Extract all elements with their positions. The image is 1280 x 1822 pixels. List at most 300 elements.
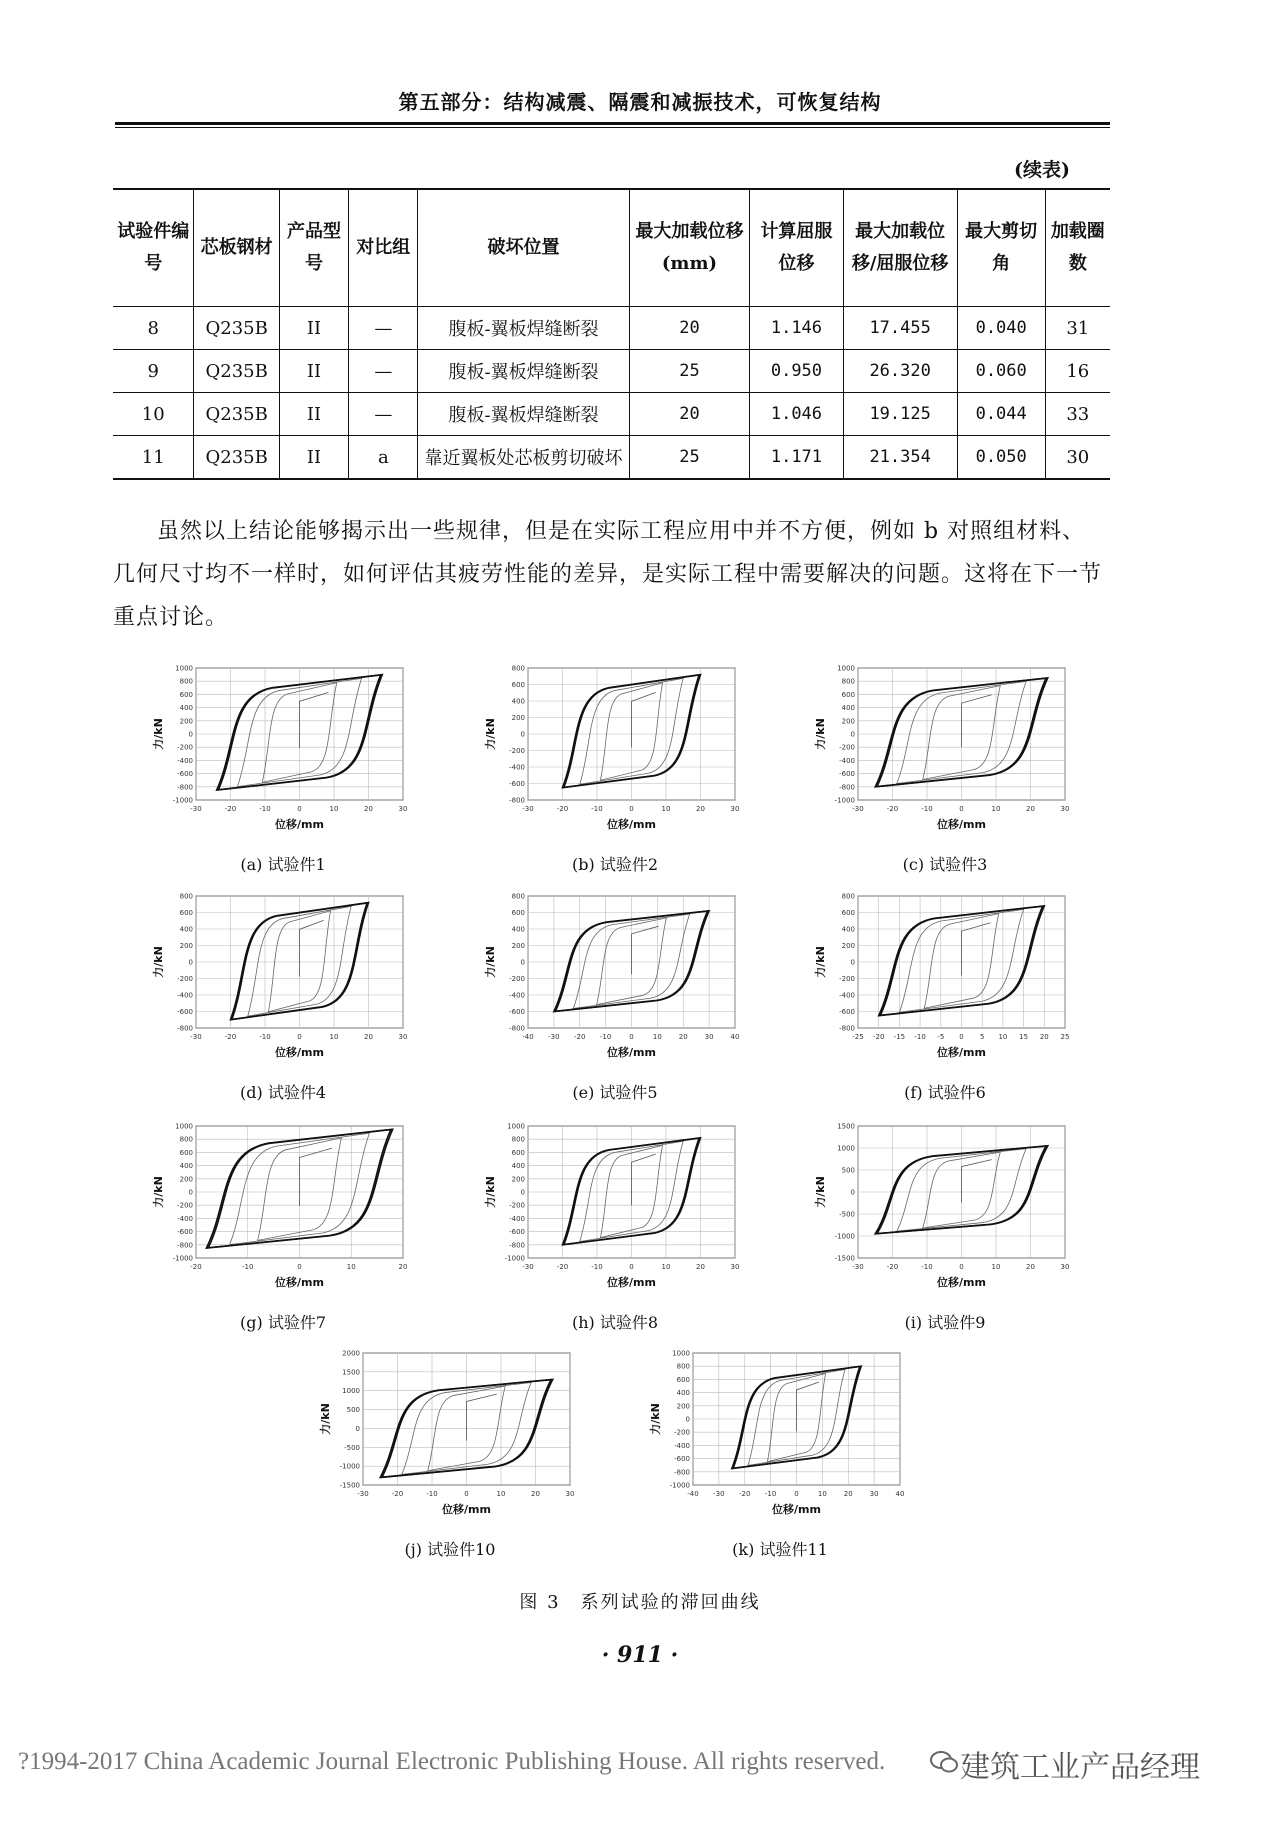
y-tick-label: 1000 xyxy=(672,1349,690,1358)
y-tick-label: -800 xyxy=(509,796,525,805)
y-tick-label: 1500 xyxy=(837,1122,855,1131)
subfigure-caption: (a) 试验件1 xyxy=(240,855,326,874)
x-tick-label: 10 xyxy=(998,1033,1008,1041)
column-header: 最大加载位移(mm) xyxy=(629,189,750,307)
y-tick-label: 200 xyxy=(511,714,525,722)
x-tick-label: 25 xyxy=(1060,1033,1070,1041)
y-tick-label: 800 xyxy=(179,1135,193,1144)
x-tick-label: -10 xyxy=(259,1033,271,1041)
y-tick-label: -400 xyxy=(839,756,855,765)
x-tick-label: 0 xyxy=(959,1033,964,1041)
y-tick-label: -200 xyxy=(839,975,855,983)
y-tick-label: -200 xyxy=(177,975,193,983)
x-tick-label: -30 xyxy=(357,1490,369,1498)
table-cell: 腹板-翼板焊缝断裂 xyxy=(418,307,629,350)
x-tick-label: -20 xyxy=(872,1033,885,1041)
x-tick-label: -30 xyxy=(548,1033,560,1041)
x-tick-label: -10 xyxy=(591,805,603,813)
header-rule-thin xyxy=(115,127,1110,128)
y-axis-label: 力/kN xyxy=(814,946,827,978)
x-tick-label: 0 xyxy=(959,1263,964,1271)
table-cell: — xyxy=(349,393,418,436)
table-cell: 腹板-翼板焊缝断裂 xyxy=(418,350,629,393)
y-axis-label: 力/kN xyxy=(484,1176,497,1208)
y-tick-label: -1000 xyxy=(172,1254,193,1263)
y-tick-label: -1500 xyxy=(339,1481,360,1490)
column-header: 计算屈服位移 xyxy=(750,189,843,307)
y-axis-label: 力/kN xyxy=(152,946,165,978)
y-axis-label: 力/kN xyxy=(152,1176,165,1208)
x-tick-label: -20 xyxy=(739,1490,751,1498)
x-tick-label: -30 xyxy=(852,805,864,813)
x-tick-label: 30 xyxy=(1060,1263,1070,1271)
y-tick-label: -600 xyxy=(674,1455,690,1464)
table-cell: 20 xyxy=(629,393,750,436)
table-cell: II xyxy=(279,307,348,350)
x-tick-label: 20 xyxy=(1039,1033,1049,1041)
y-tick-label: 0 xyxy=(355,1424,360,1433)
y-tick-label: 1000 xyxy=(175,1122,193,1131)
y-tick-label: 400 xyxy=(179,925,193,934)
x-tick-label: -25 xyxy=(852,1033,864,1041)
chart-svg xyxy=(480,1118,750,1303)
table-cell: 19.125 xyxy=(843,393,957,436)
running-header: 第五部分：结构减震、隔震和减振技术，可恢复结构 xyxy=(398,90,882,114)
y-tick-label: 0 xyxy=(850,958,855,967)
x-tick-label: 0 xyxy=(629,805,634,813)
subfigure-caption: (h) 试验件8 xyxy=(571,1313,659,1332)
x-tick-label: -30 xyxy=(190,1033,202,1041)
y-tick-label: -400 xyxy=(177,1214,193,1223)
y-tick-label: 0 xyxy=(188,958,193,967)
x-tick-label: -10 xyxy=(921,805,933,813)
table-continued-label: (续表) xyxy=(1014,159,1070,181)
y-tick-label: -1000 xyxy=(339,1462,360,1471)
x-tick-label: 30 xyxy=(730,805,740,813)
y-axis-label: 力/kN xyxy=(814,718,827,750)
x-tick-label: 10 xyxy=(652,1033,662,1041)
table-cell: 0.060 xyxy=(957,350,1045,393)
hysteresis-chart xyxy=(480,660,750,849)
y-tick-label: 200 xyxy=(841,717,855,726)
watermark: 建筑工业产品经理 xyxy=(960,1750,1200,1785)
y-tick-label: -600 xyxy=(839,1008,855,1016)
y-tick-label: 800 xyxy=(511,664,525,673)
y-tick-label: 600 xyxy=(676,1375,690,1384)
y-tick-label: -1000 xyxy=(172,796,193,805)
copyright-footer: ?1994-2017 China Academic Journal Electronic Publishing House. All rights reserved. xyxy=(18,1748,886,1775)
table-cell: a xyxy=(349,436,418,480)
table-cell: 11 xyxy=(113,436,194,480)
x-tick-label: 20 xyxy=(531,1490,540,1498)
x-tick-label: -30 xyxy=(522,1263,534,1271)
x-tick-label: 10 xyxy=(346,1263,356,1271)
table-cell: 9 xyxy=(113,350,194,393)
y-tick-label: 1500 xyxy=(342,1368,360,1377)
table-header-row xyxy=(113,189,1110,307)
chart-svg xyxy=(148,660,418,845)
y-tick-label: -600 xyxy=(509,1228,525,1237)
table-cell: 25 xyxy=(629,350,750,393)
y-axis-label: 力/kN xyxy=(484,946,497,978)
x-tick-label: 30 xyxy=(398,805,408,813)
y-tick-label: 0 xyxy=(685,1415,690,1424)
x-tick-label: -20 xyxy=(224,805,237,813)
y-tick-label: 600 xyxy=(511,1148,525,1157)
table-cell: 16 xyxy=(1045,350,1110,393)
x-axis-label: 位移/mm xyxy=(607,818,656,831)
table-cell: 0.950 xyxy=(750,350,843,393)
x-tick-label: 30 xyxy=(565,1490,575,1498)
x-tick-label: -10 xyxy=(426,1490,438,1498)
y-tick-label: 400 xyxy=(179,1162,193,1171)
x-tick-label: 20 xyxy=(843,1490,853,1498)
header-rule xyxy=(115,122,1110,125)
x-tick-label: -10 xyxy=(764,1490,777,1498)
x-tick-label: -20 xyxy=(556,1263,569,1271)
x-tick-label: 30 xyxy=(869,1490,879,1498)
y-tick-label: -600 xyxy=(177,1008,193,1016)
chart-svg xyxy=(810,888,1080,1073)
y-tick-label: -400 xyxy=(177,991,193,1000)
chart-svg xyxy=(480,888,750,1073)
table-row xyxy=(113,436,1110,480)
table-cell: 17.455 xyxy=(843,307,957,350)
y-tick-label: 0 xyxy=(520,958,525,967)
x-tick-label: -20 xyxy=(574,1033,586,1041)
y-axis-label: 力/kN xyxy=(814,1176,827,1208)
x-tick-label: -40 xyxy=(687,1490,699,1498)
column-header: 芯板钢材 xyxy=(194,189,279,307)
subfigure-caption: (c) 试验件3 xyxy=(902,855,988,874)
y-tick-label: -400 xyxy=(177,756,193,765)
y-tick-label: -200 xyxy=(509,975,525,983)
x-tick-label: -20 xyxy=(190,1263,202,1271)
table-row xyxy=(113,350,1110,393)
y-axis-label: 力/kN xyxy=(152,718,165,750)
y-tick-label: 200 xyxy=(511,1175,525,1184)
subfigure-caption: (i) 试验件9 xyxy=(904,1313,986,1332)
y-tick-label: 800 xyxy=(179,677,193,686)
x-tick-label: 0 xyxy=(629,1263,634,1271)
x-axis-label: 位移/mm xyxy=(937,1276,986,1289)
x-tick-label: 5 xyxy=(979,1033,985,1041)
y-axis-label: 力/kN xyxy=(484,718,497,750)
table-cell: Q235B xyxy=(194,393,279,436)
x-tick-label: 20 xyxy=(364,805,373,813)
y-tick-label: -800 xyxy=(177,1024,193,1033)
y-tick-label: -400 xyxy=(839,991,855,1000)
x-tick-label: 40 xyxy=(730,1033,740,1041)
x-axis-label: 位移/mm xyxy=(442,1503,491,1516)
x-tick-label: 20 xyxy=(1026,805,1035,813)
x-axis-label: 位移/mm xyxy=(937,1046,986,1059)
chart-svg xyxy=(645,1345,915,1530)
y-tick-label: 800 xyxy=(511,892,525,901)
x-axis-label: 位移/mm xyxy=(772,1503,821,1516)
page-number: · 911 · xyxy=(601,1642,679,1668)
column-header: 产品型号 xyxy=(279,189,348,307)
x-tick-label: 20 xyxy=(1026,1263,1035,1271)
y-tick-label: -800 xyxy=(177,1241,193,1250)
table-row xyxy=(113,307,1110,350)
y-tick-label: 600 xyxy=(179,1148,193,1157)
hysteresis-chart xyxy=(315,1345,585,1534)
x-axis-label: 位移/mm xyxy=(275,1276,324,1289)
y-tick-label: 400 xyxy=(179,704,193,713)
y-tick-label: 500 xyxy=(841,1166,855,1175)
y-tick-label: 600 xyxy=(841,690,855,699)
y-tick-label: 1000 xyxy=(837,1144,855,1153)
y-tick-label: 1000 xyxy=(175,664,193,673)
table-cell: 靠近翼板处芯板剪切破坏 xyxy=(418,436,629,480)
x-axis-label: 位移/mm xyxy=(275,818,324,831)
y-tick-label: 200 xyxy=(511,942,525,950)
x-axis-label: 位移/mm xyxy=(937,818,986,831)
column-header: 试验件编号 xyxy=(113,189,194,307)
x-tick-label: 10 xyxy=(329,1033,339,1041)
y-tick-label: 1000 xyxy=(837,664,855,673)
y-tick-label: 800 xyxy=(511,1135,525,1144)
subfigure-caption: (b) 试验件2 xyxy=(572,855,658,874)
x-tick-label: 0 xyxy=(629,1033,634,1041)
y-tick-label: 800 xyxy=(841,892,855,901)
y-tick-label: -500 xyxy=(839,1210,855,1219)
subfigure-caption: (k) 试验件11 xyxy=(732,1540,828,1559)
y-axis-label: 力/kN xyxy=(319,1403,332,1435)
x-tick-label: -20 xyxy=(556,805,569,813)
x-tick-label: 20 xyxy=(364,1033,373,1041)
y-tick-label: 0 xyxy=(188,1188,193,1197)
table-cell: 31 xyxy=(1045,307,1110,350)
y-tick-label: 200 xyxy=(841,942,855,950)
y-tick-label: 600 xyxy=(179,690,193,699)
y-tick-label: 2000 xyxy=(342,1349,360,1358)
table-cell: — xyxy=(349,350,418,393)
y-tick-label: -200 xyxy=(839,743,855,752)
table-row xyxy=(113,393,1110,436)
chart-svg xyxy=(480,660,750,845)
hysteresis-chart xyxy=(810,888,1080,1077)
y-tick-label: 800 xyxy=(841,677,855,686)
y-tick-label: -500 xyxy=(344,1443,360,1452)
table-cell: 0.040 xyxy=(957,307,1045,350)
x-tick-label: 20 xyxy=(696,805,705,813)
x-tick-label: 0 xyxy=(297,1263,302,1271)
y-tick-label: 0 xyxy=(850,1188,855,1197)
x-tick-label: -20 xyxy=(886,805,899,813)
y-tick-label: -200 xyxy=(509,747,525,755)
x-tick-label: 20 xyxy=(398,1263,408,1271)
chart-svg xyxy=(810,1118,1080,1303)
table-cell: 1.171 xyxy=(750,436,843,480)
x-axis-label: 位移/mm xyxy=(275,1046,324,1059)
column-header: 破坏位置 xyxy=(418,189,629,307)
y-tick-label: -600 xyxy=(177,770,193,779)
table-cell: 33 xyxy=(1045,393,1110,436)
table-cell: 10 xyxy=(113,393,194,436)
x-tick-label: 20 xyxy=(696,1263,705,1271)
subfigure-caption: (e) 试验件5 xyxy=(572,1083,658,1102)
y-tick-label: 200 xyxy=(676,1402,690,1411)
x-tick-label: -30 xyxy=(852,1263,864,1271)
hysteresis-chart xyxy=(480,888,750,1077)
chart-svg xyxy=(810,660,1080,845)
y-tick-label: 800 xyxy=(676,1362,690,1371)
x-tick-label: 20 xyxy=(678,1033,688,1041)
table-cell: Q235B xyxy=(194,350,279,393)
y-tick-label: 200 xyxy=(179,717,193,726)
y-tick-label: -600 xyxy=(509,780,525,788)
x-tick-label: 10 xyxy=(661,805,671,813)
x-tick-label: 15 xyxy=(1019,1033,1029,1041)
chart-svg xyxy=(148,888,418,1073)
hysteresis-chart xyxy=(645,1345,915,1534)
x-tick-label: 30 xyxy=(398,1033,408,1041)
y-tick-label: -800 xyxy=(839,1024,855,1033)
hysteresis-chart xyxy=(148,1118,418,1307)
y-tick-label: 0 xyxy=(188,730,193,739)
y-tick-label: 400 xyxy=(511,925,525,934)
table-cell: 1.046 xyxy=(750,393,843,436)
x-tick-label: 0 xyxy=(297,1033,302,1041)
x-tick-label: 10 xyxy=(991,1263,1001,1271)
y-tick-label: 600 xyxy=(179,909,193,917)
x-tick-label: 40 xyxy=(895,1490,905,1498)
x-tick-label: 30 xyxy=(1060,805,1070,813)
x-tick-label: 10 xyxy=(496,1490,506,1498)
body-paragraph: 虽然以上结论能够揭示出一些规律，但是在实际工程应用中并不方便，例如 b 对照组材料、几何尺寸均不一样时，如何评估其疲劳性能的差异，是实际工程中需要解决的问题。这将在下一节重点讨论。 xyxy=(113,519,1103,630)
x-tick-label: -10 xyxy=(242,1263,254,1271)
subfigure-caption: (g) 试验件7 xyxy=(240,1313,326,1332)
x-tick-label: -30 xyxy=(713,1490,725,1498)
y-tick-label: -200 xyxy=(509,1201,525,1210)
x-tick-label: 0 xyxy=(464,1490,469,1498)
y-tick-label: -200 xyxy=(177,743,193,752)
y-tick-label: 400 xyxy=(511,1162,525,1171)
table-cell: 8 xyxy=(113,307,194,350)
x-tick-label: 0 xyxy=(794,1490,799,1498)
y-tick-label: -600 xyxy=(177,1228,193,1237)
y-tick-label: 0 xyxy=(850,730,855,739)
y-tick-label: -1000 xyxy=(834,796,855,805)
y-tick-label: 1000 xyxy=(507,1122,525,1131)
y-tick-label: 0 xyxy=(520,1188,525,1197)
table-cell: Q235B xyxy=(194,307,279,350)
y-tick-label: -1000 xyxy=(504,1254,525,1263)
y-tick-label: 1000 xyxy=(342,1387,360,1396)
table-cell: II xyxy=(279,436,348,480)
table-cell: 0.050 xyxy=(957,436,1045,480)
table-cell: 1.146 xyxy=(750,307,843,350)
y-tick-label: -800 xyxy=(509,1024,525,1033)
y-tick-label: -800 xyxy=(177,783,193,792)
x-tick-label: -30 xyxy=(190,805,202,813)
table-body xyxy=(113,307,1110,480)
table-cell: 25 xyxy=(629,436,750,480)
y-tick-label: 400 xyxy=(511,697,525,706)
x-tick-label: 30 xyxy=(704,1033,714,1041)
y-tick-label: 200 xyxy=(179,942,193,950)
y-tick-label: 400 xyxy=(841,925,855,934)
y-tick-label: -400 xyxy=(509,763,525,772)
x-tick-label: 0 xyxy=(959,805,964,813)
column-header: 最大剪切角 xyxy=(957,189,1045,307)
y-tick-label: -800 xyxy=(839,783,855,792)
y-tick-label: -200 xyxy=(177,1201,193,1210)
x-axis-label: 位移/mm xyxy=(607,1276,656,1289)
table-cell: 20 xyxy=(629,307,750,350)
table-cell: 30 xyxy=(1045,436,1110,480)
x-tick-label: 30 xyxy=(730,1263,740,1271)
table-cell: 26.320 xyxy=(843,350,957,393)
y-tick-label: -600 xyxy=(839,770,855,779)
y-tick-label: -800 xyxy=(674,1468,690,1477)
y-tick-label: -1500 xyxy=(834,1254,855,1263)
figure-caption: 图 3 系列试验的滞回曲线 xyxy=(519,1592,761,1613)
y-tick-label: 0 xyxy=(520,730,525,739)
hysteresis-chart xyxy=(148,888,418,1077)
x-tick-label: -10 xyxy=(599,1033,612,1041)
y-tick-label: -800 xyxy=(509,1241,525,1250)
hysteresis-chart xyxy=(480,1118,750,1307)
table-cell: 0.044 xyxy=(957,393,1045,436)
y-tick-label: 600 xyxy=(841,909,855,917)
x-tick-label: -40 xyxy=(522,1033,534,1041)
x-tick-label: 10 xyxy=(991,805,1001,813)
y-tick-label: -400 xyxy=(674,1441,690,1450)
y-tick-label: -200 xyxy=(674,1428,690,1437)
x-tick-label: -20 xyxy=(391,1490,404,1498)
chart-svg xyxy=(148,1118,418,1303)
y-tick-label: -1000 xyxy=(834,1232,855,1241)
table-cell: Q235B xyxy=(194,436,279,480)
subfigure-caption: (f) 试验件6 xyxy=(904,1083,986,1102)
y-tick-label: 400 xyxy=(841,704,855,713)
y-tick-label: -600 xyxy=(509,1008,525,1016)
x-tick-label: 0 xyxy=(297,805,302,813)
column-header: 最大加载位移/屈服位移 xyxy=(843,189,957,307)
x-axis-label: 位移/mm xyxy=(607,1046,656,1059)
hysteresis-chart xyxy=(810,1118,1080,1307)
subfigure-caption: (j) 试验件10 xyxy=(404,1540,496,1559)
x-tick-label: -10 xyxy=(259,805,271,813)
y-tick-label: 600 xyxy=(511,681,525,689)
hysteresis-chart xyxy=(148,660,418,849)
y-tick-label: 600 xyxy=(511,909,525,917)
results-table xyxy=(113,188,1110,480)
x-tick-label: -10 xyxy=(591,1263,603,1271)
y-tick-label: -1000 xyxy=(669,1481,690,1490)
table-cell: 21.354 xyxy=(843,436,957,480)
x-tick-label: -20 xyxy=(886,1263,899,1271)
x-tick-label: -20 xyxy=(224,1033,237,1041)
table-cell: — xyxy=(349,307,418,350)
x-tick-label: 10 xyxy=(817,1490,827,1498)
y-tick-label: -400 xyxy=(509,1214,525,1223)
x-tick-label: 10 xyxy=(329,805,339,813)
chart-svg xyxy=(315,1345,585,1530)
wechat-icon xyxy=(930,1750,958,1774)
y-tick-label: 200 xyxy=(179,1175,193,1184)
hysteresis-chart xyxy=(810,660,1080,849)
column-header: 对比组 xyxy=(349,189,418,307)
y-tick-label: 800 xyxy=(179,892,193,901)
table-cell: II xyxy=(279,350,348,393)
y-tick-label: 400 xyxy=(676,1389,690,1398)
x-tick-label: -10 xyxy=(914,1033,926,1041)
x-tick-label: -15 xyxy=(893,1033,906,1041)
